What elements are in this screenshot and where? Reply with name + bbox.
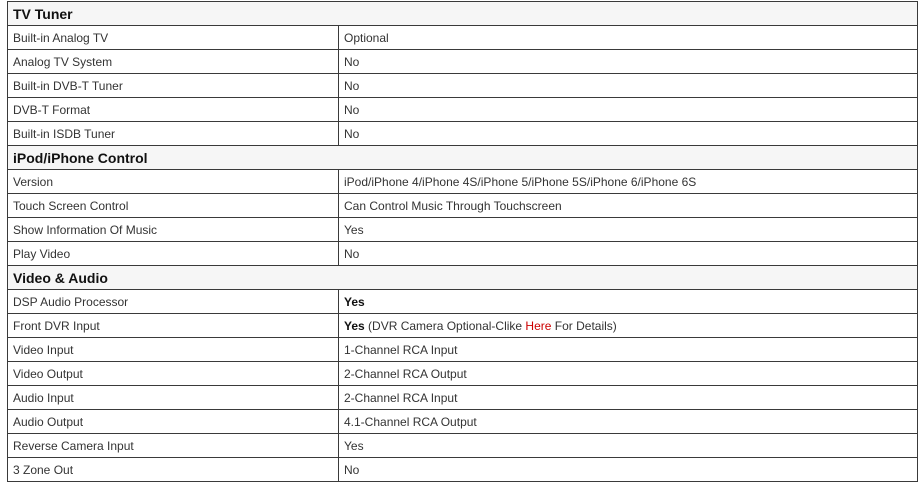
spec-label: Video Input — [8, 338, 339, 362]
spec-value: Yes — [339, 218, 918, 242]
spec-value: 4.1-Channel RCA Output — [339, 410, 918, 434]
spec-row — [8, 314, 918, 338]
spec-value: Optional — [339, 26, 918, 50]
spec-value: No — [339, 122, 918, 146]
section-header-ipod-iphone-control — [8, 146, 918, 170]
spec-label: Play Video — [8, 242, 339, 266]
spec-value: 2-Channel RCA Input — [339, 386, 918, 410]
section-header-tv-tuner — [8, 2, 918, 26]
spec-value: Yes — [339, 290, 918, 314]
spec-value-text: For Details) — [551, 318, 617, 333]
spec-label: Video Output — [8, 362, 339, 386]
section-title: iPod/iPhone Control — [8, 146, 918, 170]
spec-row — [8, 434, 918, 458]
spec-value: Yes — [339, 434, 918, 458]
spec-row — [8, 26, 918, 50]
spec-label: Audio Output — [8, 410, 339, 434]
spec-value: No — [339, 74, 918, 98]
spec-row — [8, 386, 918, 410]
spec-row — [8, 74, 918, 98]
spec-label: Built-in Analog TV — [8, 26, 339, 50]
spec-value: Can Control Music Through Touchscreen — [339, 194, 918, 218]
section-title: Video & Audio — [8, 266, 918, 290]
spec-row — [8, 98, 918, 122]
spec-table — [7, 1, 918, 482]
spec-value: No — [339, 242, 918, 266]
spec-row — [8, 362, 918, 386]
spec-value: 2-Channel RCA Output — [339, 362, 918, 386]
spec-row — [8, 218, 918, 242]
spec-label: Audio Input — [8, 386, 339, 410]
spec-row — [8, 170, 918, 194]
spec-row — [8, 458, 918, 482]
spec-row — [8, 338, 918, 362]
spec-label: Version — [8, 170, 339, 194]
spec-row — [8, 122, 918, 146]
spec-value: No — [339, 98, 918, 122]
spec-row — [8, 410, 918, 434]
spec-value — [339, 314, 918, 338]
spec-value: iPod/iPhone 4/iPhone 4S/iPhone 5/iPhone 5S/iPhone 6/iPhone 6S — [339, 170, 918, 194]
spec-row — [8, 50, 918, 74]
spec-label: Built-in DVB-T Tuner — [8, 74, 339, 98]
spec-value: 1-Channel RCA Input — [339, 338, 918, 362]
spec-label: DSP Audio Processor — [8, 290, 339, 314]
spec-value-bold: Yes — [344, 318, 365, 333]
spec-value-text: (DVR Camera Optional-Clike — [364, 318, 526, 333]
spec-row — [8, 290, 918, 314]
spec-label: Analog TV System — [8, 50, 339, 74]
spec-label: Front DVR Input — [8, 314, 339, 338]
spec-label: Reverse Camera Input — [8, 434, 339, 458]
spec-label: Touch Screen Control — [8, 194, 339, 218]
spec-value: No — [339, 50, 918, 74]
spec-label: Show Information Of Music — [8, 218, 339, 242]
spec-label: Built-in ISDB Tuner — [8, 122, 339, 146]
spec-label: DVB-T Format — [8, 98, 339, 122]
spec-row — [8, 194, 918, 218]
spec-value: No — [339, 458, 918, 482]
section-header-video-audio — [8, 266, 918, 290]
spec-label: 3 Zone Out — [8, 458, 339, 482]
details-link[interactable]: Here — [525, 318, 552, 333]
spec-row — [8, 242, 918, 266]
section-title: TV Tuner — [8, 2, 918, 26]
